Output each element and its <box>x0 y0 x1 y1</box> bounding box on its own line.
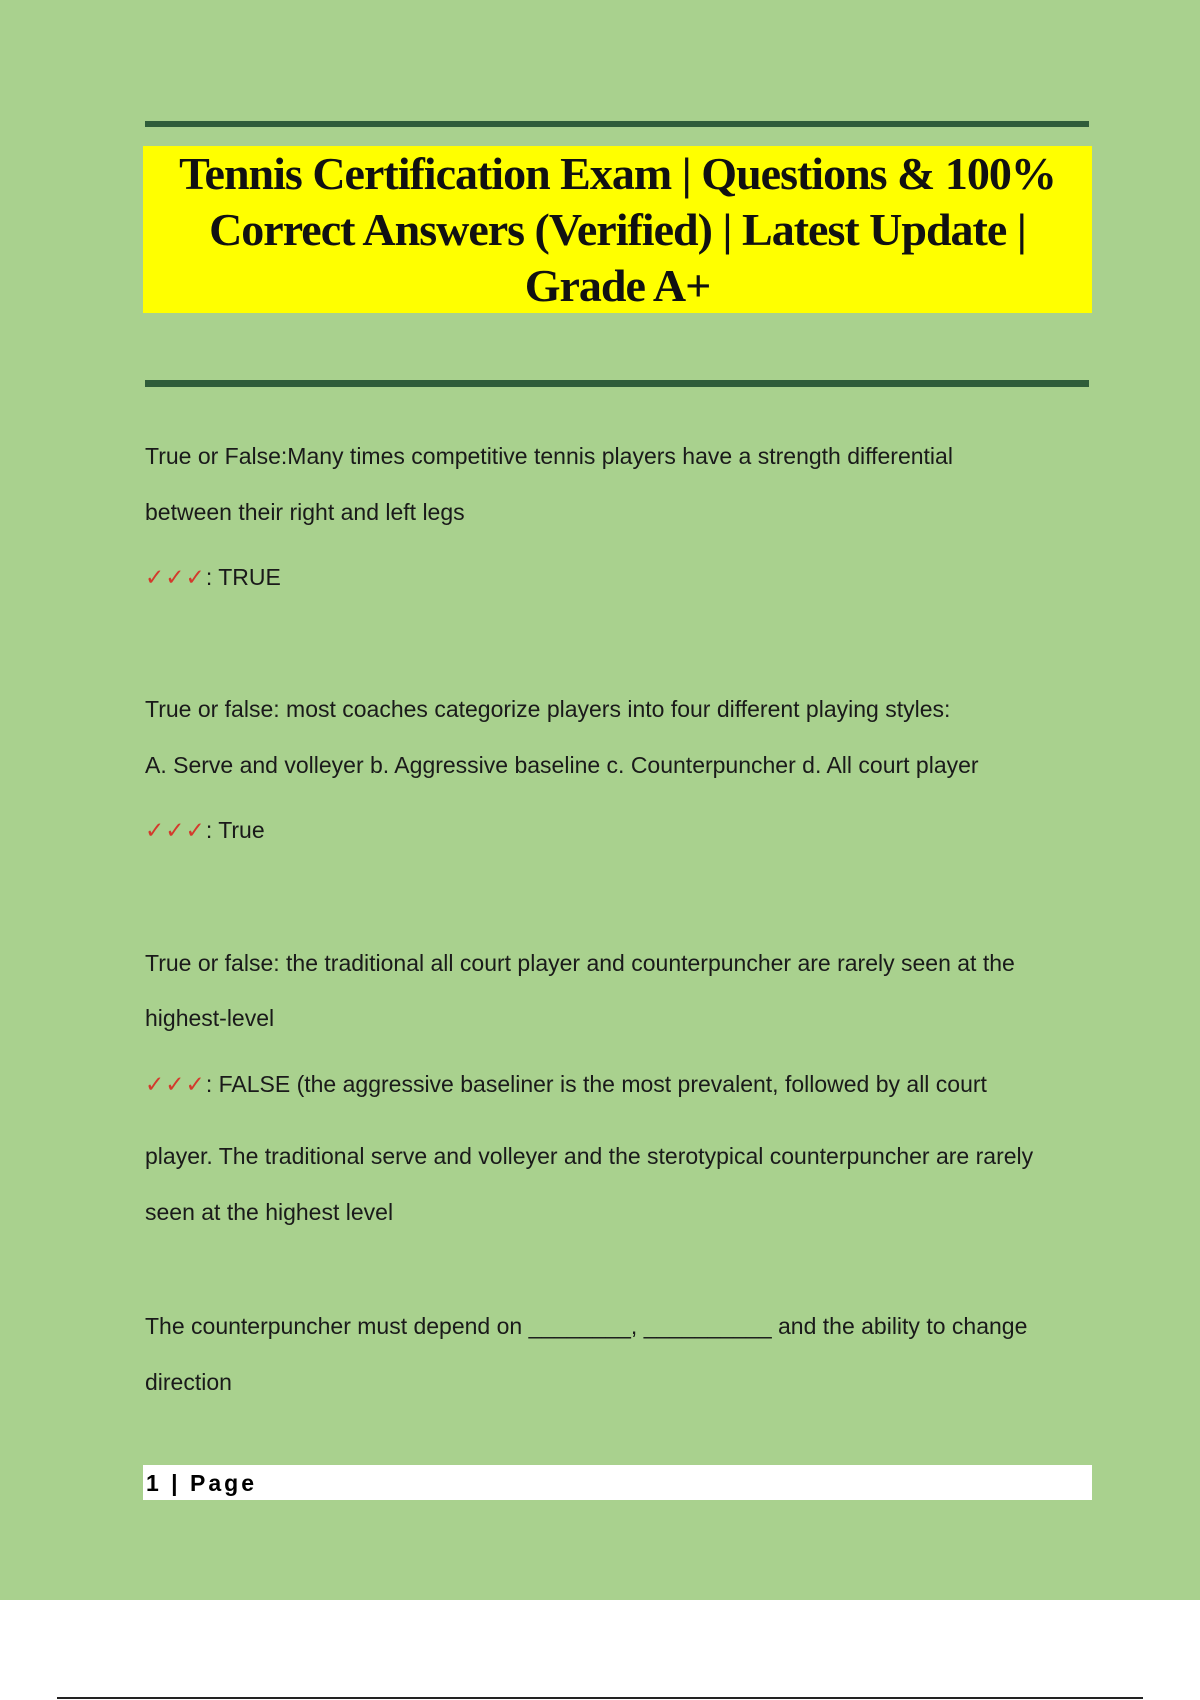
answer-line: seen at the highest level <box>145 1199 394 1225</box>
bottom-divider <box>145 380 1089 387</box>
checkmark-icon: ✓✓✓ <box>145 817 206 843</box>
question-line: A. Serve and volleyer b. Aggressive baseline c. Counterpuncher d. All court player <box>145 752 979 778</box>
question-line: True or false: the traditional all court player and counterpuncher are rarely seen at the <box>145 950 1015 976</box>
page-bottom-rule <box>57 1697 1143 1699</box>
page-title: Tennis Certification Exam | Questions & 100% Correct Answers (Verified) | Latest Update | Grade A+ <box>179 147 1056 311</box>
answer-text: : True <box>205 817 265 843</box>
page-footer <box>143 1465 1092 1500</box>
question-line: True or false: most coaches categorize players into four different playing styles: <box>145 696 951 722</box>
page-number: 1 | Page <box>146 1470 257 1496</box>
question-line: True or False:Many times competitive tennis players have a strength differential <box>145 443 953 469</box>
answer-line <box>145 1071 987 1098</box>
top-divider <box>145 121 1089 127</box>
answer-text: : FALSE (the aggressive baseliner is the most prevalent, followed by all court <box>205 1071 987 1097</box>
question-line: between their right and left legs <box>145 499 465 525</box>
answer-line <box>145 564 281 591</box>
answer-line <box>145 817 265 844</box>
question-line: direction <box>145 1369 232 1395</box>
checkmark-icon: ✓✓✓ <box>145 564 206 590</box>
question-line: The counterpuncher must depend on ________, __________ and the ability to change <box>145 1313 1028 1339</box>
answer-text: : TRUE <box>205 564 281 590</box>
question-line: highest-level <box>145 1005 275 1031</box>
answer-line: player. The traditional serve and volleyer and the sterotypical counterpuncher are rarely <box>145 1143 1034 1169</box>
checkmark-icon: ✓✓✓ <box>145 1071 206 1097</box>
title-banner <box>143 146 1092 313</box>
